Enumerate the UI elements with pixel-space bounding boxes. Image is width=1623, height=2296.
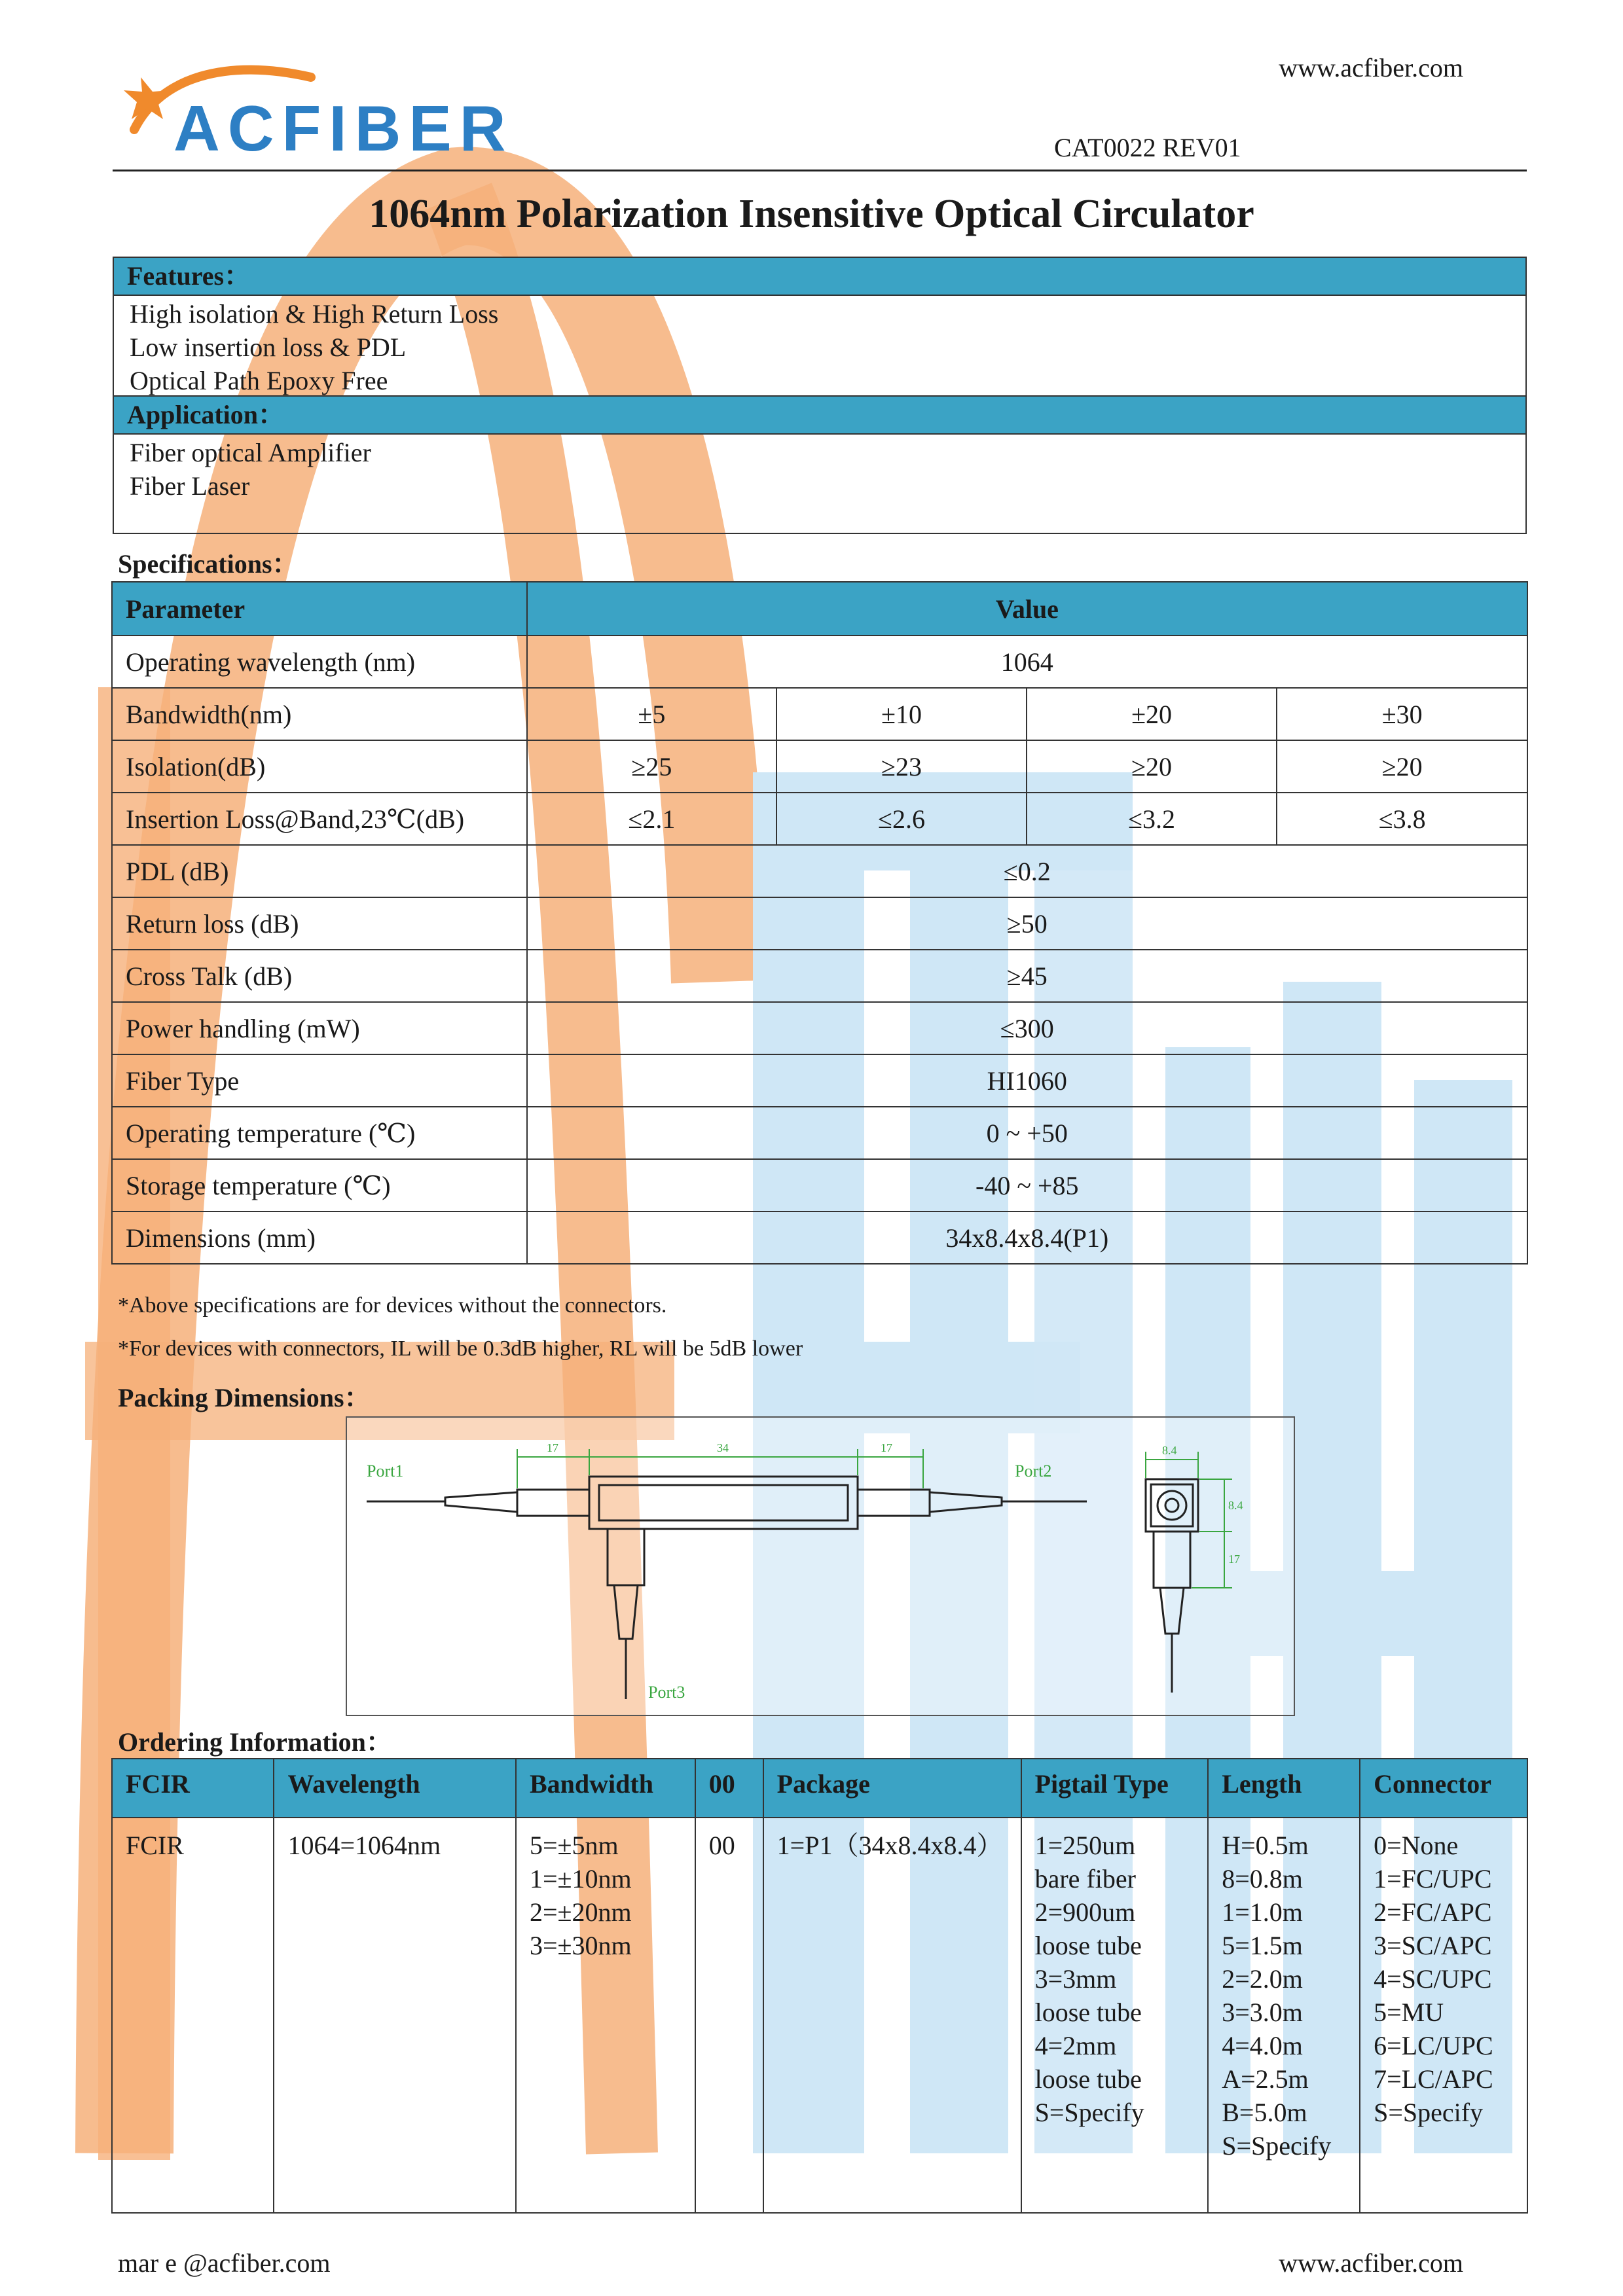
dim-mid: 34	[717, 1441, 729, 1454]
header-parameter: Parameter	[112, 582, 527, 636]
order-cell-package	[763, 1818, 1021, 2213]
table-row	[112, 1054, 1527, 1107]
param-name: Return loss (dB)	[112, 897, 527, 950]
order-cell-pigtail	[1021, 1818, 1209, 2213]
order-option: 1=FC/UPC	[1374, 1864, 1492, 1893]
feature-item: High isolation & High Return Loss	[130, 299, 499, 329]
order-option: S=Specify	[1374, 2098, 1484, 2127]
table-row	[112, 636, 1527, 688]
order-header: Length	[1208, 1759, 1360, 1818]
order-option: 5=MU	[1374, 1998, 1444, 2027]
order-cell-connector	[1360, 1818, 1527, 2213]
ordering-table	[111, 1758, 1528, 2214]
table-header-row	[112, 582, 1527, 636]
order-cell-length	[1208, 1818, 1360, 2213]
page-title: 1064nm Polarization Insensitive Optical Circulator	[369, 192, 1254, 236]
order-option: 1=±10nm	[529, 1864, 632, 1893]
param-value: ±5	[527, 688, 777, 740]
order-option: 1064=1064nm	[287, 1831, 441, 1860]
feature-item: Low insertion loss & PDL	[130, 332, 407, 362]
param-value: -40 ~ +85	[527, 1159, 1527, 1211]
features-list	[114, 296, 1525, 395]
table-row	[112, 1211, 1527, 1264]
order-option: FCIR	[126, 1831, 184, 1860]
param-value: ±30	[1277, 688, 1527, 740]
param-name: Operating wavelength (nm)	[112, 636, 527, 688]
dim-width: 8.4	[1162, 1444, 1177, 1457]
param-value: ≥20	[1277, 740, 1527, 793]
ordering-heading: Ordering Information：	[118, 1727, 392, 1757]
param-value: ≥45	[527, 950, 1527, 1002]
order-option: 00	[708, 1831, 735, 1860]
param-name: Fiber Type	[112, 1054, 527, 1107]
param-value: ≤2.1	[527, 793, 777, 845]
param-name: Cross Talk (dB)	[112, 950, 527, 1002]
param-value: 0 ~ +50	[527, 1107, 1527, 1159]
application-heading: Application：	[114, 395, 1525, 435]
order-option: S=Specify	[1034, 2098, 1144, 2127]
param-value: ≤3.2	[1027, 793, 1277, 845]
order-option: 5=±5nm	[529, 1831, 619, 1860]
packing-drawing	[346, 1416, 1295, 1716]
port3-label: Port3	[648, 1683, 685, 1702]
param-value: 1064	[527, 636, 1527, 688]
table-row	[112, 688, 1527, 740]
param-name: Isolation(dB)	[112, 740, 527, 793]
footer-email[interactable]: mar e @acfiber.com	[118, 2248, 331, 2278]
param-value: ≥20	[1027, 740, 1277, 793]
specifications-heading: Specifications：	[118, 549, 299, 579]
param-value: ≤2.6	[776, 793, 1027, 845]
table-row	[112, 845, 1527, 897]
application-item: Fiber Laser	[130, 471, 250, 501]
param-value: ≥23	[776, 740, 1027, 793]
order-header: Pigtail Type	[1021, 1759, 1209, 1818]
footer-url[interactable]: www.acfiber.com	[1279, 2248, 1463, 2278]
param-name: Insertion Loss@Band,23℃(dB)	[112, 793, 527, 845]
order-header: FCIR	[112, 1759, 274, 1818]
order-option: 4=4.0m	[1222, 2031, 1303, 2060]
order-option: 4=SC/UPC	[1374, 1964, 1492, 1994]
order-cell-00	[695, 1818, 763, 2213]
circulator-dimension-drawing	[347, 1418, 1294, 1715]
order-option: 1=250um	[1034, 1831, 1136, 1860]
order-cell-wavelength	[274, 1818, 516, 2213]
table-row	[112, 740, 1527, 793]
param-value: 34x8.4x8.4(P1)	[527, 1211, 1527, 1264]
order-option: S=Specify	[1222, 2131, 1332, 2161]
order-option: 1=P1（34x8.4x8.4）	[776, 1831, 1003, 1860]
order-option: 2=FC/APC	[1374, 1897, 1492, 1927]
order-header: 00	[695, 1759, 763, 1818]
header-value: Value	[527, 582, 1527, 636]
order-option: 3=SC/APC	[1374, 1931, 1492, 1960]
param-name: PDL (dB)	[112, 845, 527, 897]
table-header-row	[112, 1759, 1527, 1818]
order-option: 0=None	[1374, 1831, 1459, 1860]
order-option: 8=0.8m	[1222, 1864, 1303, 1893]
param-value: ≤0.2	[527, 845, 1527, 897]
order-option: 5=1.5m	[1222, 1931, 1303, 1960]
order-option: loose tube	[1034, 1931, 1142, 1960]
dim-height-b: 17	[1228, 1552, 1240, 1566]
port1-label: Port1	[367, 1462, 404, 1480]
spec-note: *For devices with connectors, IL will be 0.3dB higher, RL will be 5dB lower	[118, 1336, 803, 1361]
table-row	[112, 1818, 1527, 2213]
dim-right: 17	[881, 1441, 892, 1454]
order-option: H=0.5m	[1222, 1831, 1309, 1860]
order-option: 4=2mm	[1034, 2031, 1117, 2060]
table-row	[112, 1159, 1527, 1211]
application-list	[114, 435, 1525, 504]
order-option: 2=900um	[1034, 1897, 1136, 1927]
order-option: 3=3.0m	[1222, 1998, 1303, 2027]
order-cell-bandwidth	[516, 1818, 695, 2213]
logo-text: ACFIBER	[173, 92, 514, 164]
table-row	[112, 1107, 1527, 1159]
order-option: 2=2.0m	[1222, 1964, 1303, 1994]
table-row	[112, 793, 1527, 845]
header-url[interactable]: www.acfiber.com	[1279, 53, 1463, 82]
param-name: Power handling (mW)	[112, 1002, 527, 1054]
features-application-box	[113, 257, 1527, 534]
order-option: B=5.0m	[1222, 2098, 1307, 2127]
header-divider	[113, 170, 1527, 171]
feature-item: Optical Path Epoxy Free	[130, 366, 388, 395]
param-name: Storage temperature (℃)	[112, 1159, 527, 1211]
packing-heading: Packing Dimensions：	[118, 1383, 371, 1412]
order-option: 7=LC/APC	[1374, 2064, 1493, 2094]
features-heading: Features：	[114, 258, 1525, 296]
param-value: ≥50	[527, 897, 1527, 950]
param-value: HI1060	[527, 1054, 1527, 1107]
application-item: Fiber optical Amplifier	[130, 438, 371, 467]
param-value: ≤300	[527, 1002, 1527, 1054]
order-option: 3=3mm	[1034, 1964, 1117, 1994]
order-option: 6=LC/UPC	[1374, 2031, 1493, 2060]
order-option: loose tube	[1034, 1998, 1142, 2027]
order-header: Bandwidth	[516, 1759, 695, 1818]
param-value: ≥25	[527, 740, 777, 793]
order-header: Package	[763, 1759, 1021, 1818]
dim-left: 17	[547, 1441, 558, 1454]
order-option: 3=±30nm	[529, 1931, 632, 1960]
order-option: loose tube	[1034, 2064, 1142, 2094]
param-value: ±10	[776, 688, 1027, 740]
order-option: 1=1.0m	[1222, 1897, 1303, 1927]
dim-height-a: 8.4	[1228, 1499, 1243, 1512]
table-row	[112, 950, 1527, 1002]
param-value: ±20	[1027, 688, 1277, 740]
order-option: bare fiber	[1034, 1864, 1136, 1893]
param-name: Operating temperature (℃)	[112, 1107, 527, 1159]
table-row	[112, 897, 1527, 950]
order-cell-fcir	[112, 1818, 274, 2213]
order-option: A=2.5m	[1222, 2064, 1309, 2094]
catalog-number: CAT0022 REV01	[1054, 133, 1241, 162]
order-header: Wavelength	[274, 1759, 516, 1818]
param-name: Dimensions (mm)	[112, 1211, 527, 1264]
port2-label: Port2	[1015, 1462, 1052, 1480]
param-name: Bandwidth(nm)	[112, 688, 527, 740]
table-row	[112, 1002, 1527, 1054]
param-value: ≤3.8	[1277, 793, 1527, 845]
order-option: 2=±20nm	[529, 1897, 632, 1927]
specifications-table	[111, 581, 1528, 1265]
order-header: Connector	[1360, 1759, 1527, 1818]
spec-note: *Above specifications are for devices without the connectors.	[118, 1293, 667, 1318]
